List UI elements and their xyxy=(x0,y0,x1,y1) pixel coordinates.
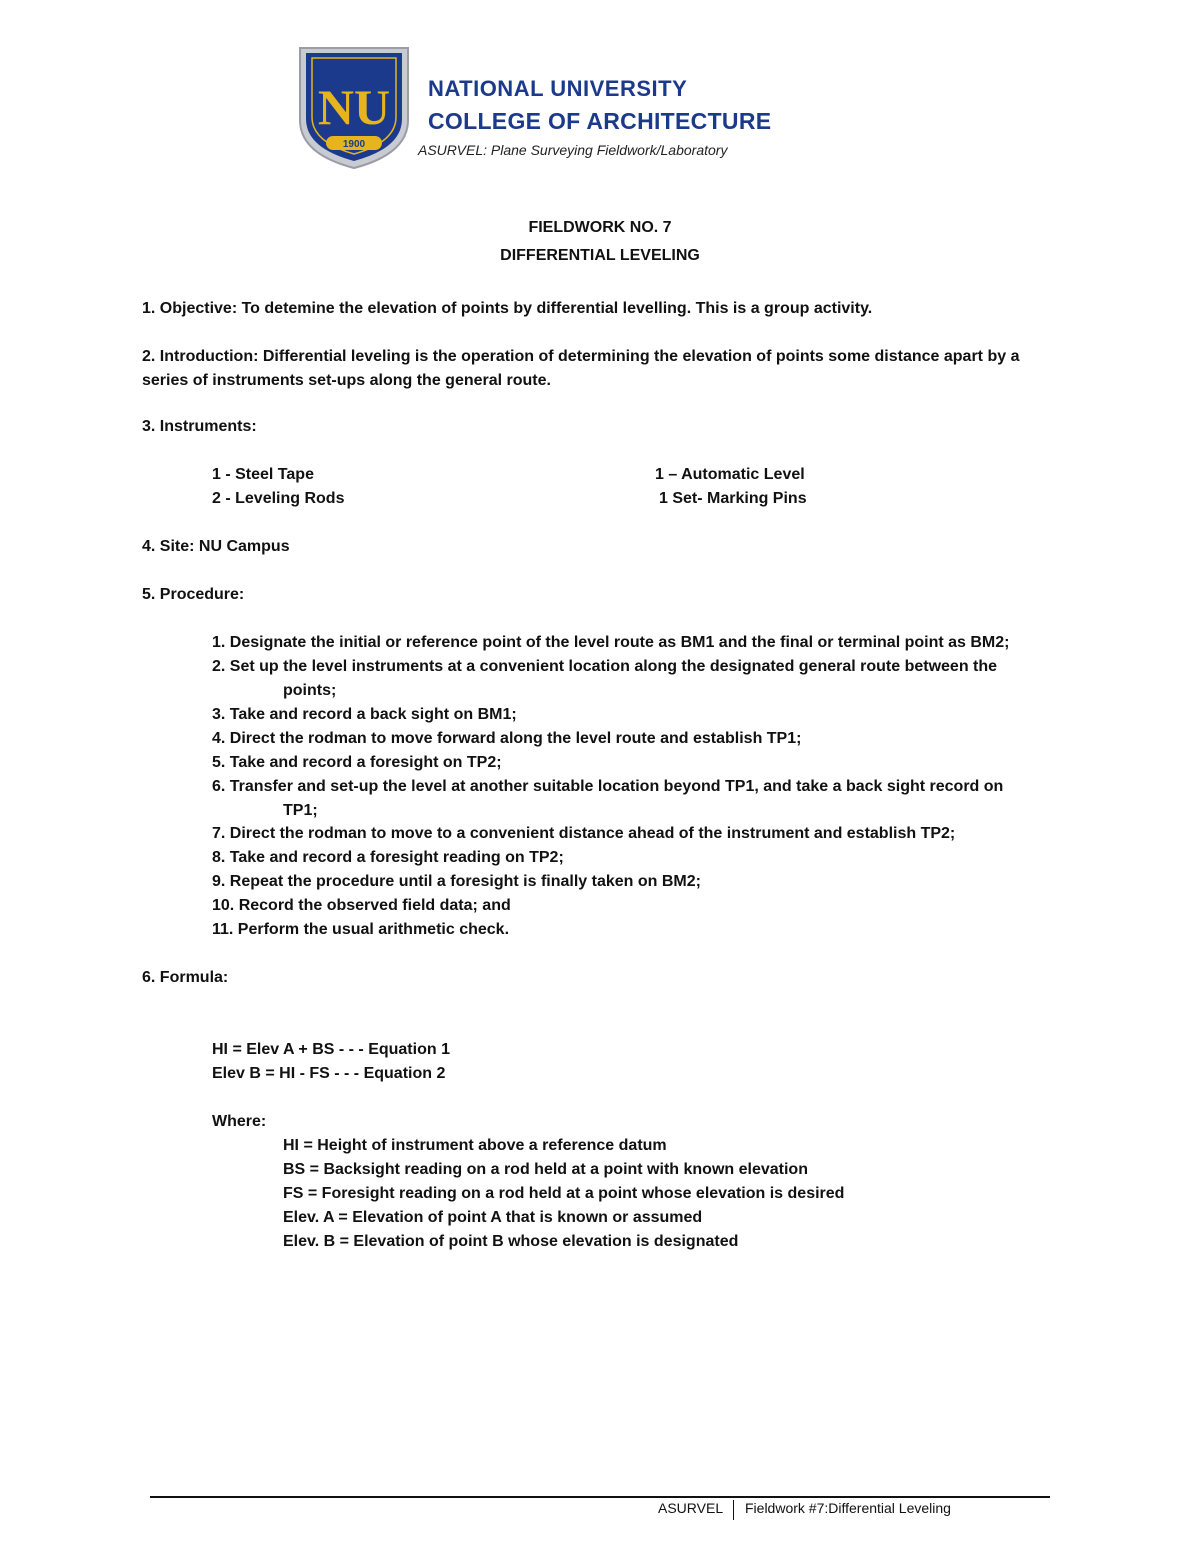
formula-heading: 6. Formula: xyxy=(142,969,229,986)
definition-line: FS = Foresight reading on a rod held at a point whose elevation is desired xyxy=(283,1185,845,1202)
procedure-step: 9. Repeat the procedure until a foresight is finally taken on BM2; xyxy=(212,873,701,890)
procedure-step: 11. Perform the usual arithmetic check. xyxy=(212,921,510,938)
procedure-step: 8. Take and record a foresight reading on TP2; xyxy=(212,849,564,866)
instrument-item: 2 - Leveling Rods xyxy=(212,490,345,507)
definition-line: Elev. B = Elevation of point B whose elevation is designated xyxy=(283,1233,739,1250)
footer-separator xyxy=(733,1500,734,1520)
equation-2: Elev B = HI - FS - - - Equation 2 xyxy=(212,1065,446,1082)
introduction-paragraph: 2. Introduction: Differential leveling is the operation of determining the elevation of points some distance apart by a series of instruments set-ups along the general route. xyxy=(142,348,1020,389)
procedure-step: 6. Transfer and set-up the level at another suitable location beyond TP1, and take a back sight record on xyxy=(212,778,1004,795)
fieldwork-name-title: DIFFERENTIAL LEVELING xyxy=(500,247,700,264)
procedure-step: 1. Designate the initial or reference point of the level route as BM1 and the final or terminal point as BM2; xyxy=(212,634,1010,651)
procedure-step-continuation: TP1; xyxy=(283,802,318,819)
university-seal-logo xyxy=(296,42,412,172)
procedure-step: 7. Direct the rodman to move to a convenient distance ahead of the instrument and establish TP2; xyxy=(212,825,956,842)
procedure-step: 3. Take and record a back sight on BM1; xyxy=(212,706,517,723)
procedure-step-continuation: points; xyxy=(283,682,337,699)
course-subtitle: ASURVEL: Plane Surveying Fieldwork/Laboratory xyxy=(418,142,728,158)
definition-line: Elev. A = Elevation of point A that is known or assumed xyxy=(283,1209,703,1226)
instrument-item: 1 - Steel Tape xyxy=(212,466,314,483)
equation-1: HI = Elev A + BS - - - Equation 1 xyxy=(212,1041,450,1058)
footer-course-code: ASURVEL xyxy=(658,1500,724,1516)
seal-year: 1900 xyxy=(342,139,366,150)
definition-line: BS = Backsight reading on a rod held at a point with known elevation xyxy=(283,1161,808,1178)
site-line: 4. Site: NU Campus xyxy=(142,538,290,555)
college-name: COLLEGE OF ARCHITECTURE xyxy=(428,108,772,134)
university-name: NATIONAL UNIVERSITY xyxy=(428,76,688,101)
objective-paragraph: 1. Objective: To detemine the elevation of points by differential levelling. This is a group activity. xyxy=(142,300,873,317)
instrument-item: 1 – Automatic Level xyxy=(655,466,805,483)
procedure-step: 2. Set up the level instruments at a convenient location along the designated general route between the xyxy=(212,658,998,675)
fieldwork-number-title: FIELDWORK NO. 7 xyxy=(528,219,672,236)
seal-monogram: NU xyxy=(317,79,391,135)
procedure-step: 5. Take and record a foresight on TP2; xyxy=(212,754,502,771)
footer-rule xyxy=(150,1496,1050,1498)
footer-document-title: Fieldwork #7:Differential Leveling xyxy=(745,1500,951,1516)
procedure-step: 4. Direct the rodman to move forward along the level route and establish TP1; xyxy=(212,730,802,747)
where-label: Where: xyxy=(212,1113,267,1130)
instrument-item: 1 Set- Marking Pins xyxy=(659,490,807,507)
procedure-step: 10. Record the observed field data; and xyxy=(212,897,511,914)
definition-line: HI = Height of instrument above a reference datum xyxy=(283,1137,667,1154)
instruments-heading: 3. Instruments: xyxy=(142,418,257,435)
procedure-heading: 5. Procedure: xyxy=(142,586,245,603)
